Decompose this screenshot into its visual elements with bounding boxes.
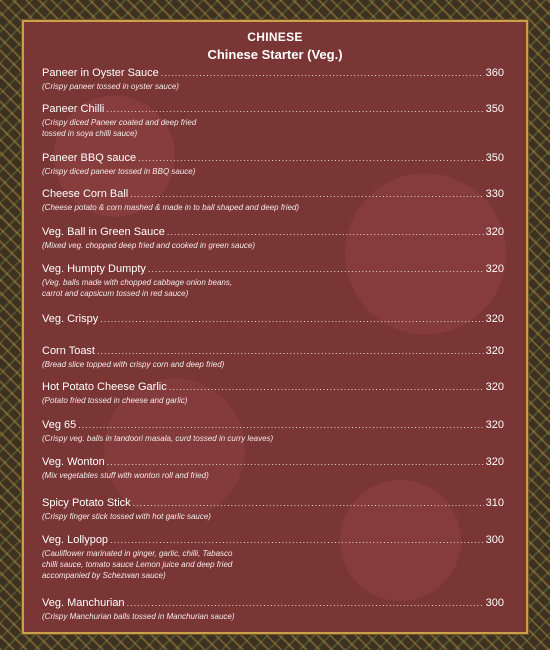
dish-description: (Bread slice topped with crispy corn and deep fried) xyxy=(42,360,225,369)
dot-leader xyxy=(130,187,483,201)
dot-leader xyxy=(78,418,483,432)
menu-item-row xyxy=(42,496,504,510)
dish-name: Veg. Manchurian xyxy=(42,597,125,609)
dot-leader xyxy=(106,102,483,116)
menu-item xyxy=(42,187,504,213)
dish-price: 330 xyxy=(485,188,504,200)
dot-leader xyxy=(100,312,483,326)
dish-name: Veg. Crispy xyxy=(42,313,99,325)
dish-price: 350 xyxy=(485,152,504,164)
dish-name: Corn Toast xyxy=(42,345,95,357)
dish-price: 300 xyxy=(485,597,504,609)
dish-description: (Potato fried tossed in cheese and garlic) xyxy=(42,396,188,405)
dish-price: 300 xyxy=(485,534,504,546)
category-title: CHINESE xyxy=(247,30,303,44)
dish-description: (Mix vegetables stuff with wonton roll and fried) xyxy=(42,471,209,480)
menu-item xyxy=(42,455,504,481)
dish-name: Veg 65 xyxy=(42,419,77,431)
menu-item xyxy=(42,533,504,581)
dot-leader xyxy=(133,496,484,510)
dish-name: Veg. Lollypop xyxy=(42,534,109,546)
menu-item-row xyxy=(42,66,504,80)
dish-price: 320 xyxy=(485,263,504,275)
dish-description: (Crispy diced Paneer coated and deep fried tossed in soya chilli sauce) xyxy=(42,118,197,138)
dish-price: 320 xyxy=(485,313,504,325)
menu-item xyxy=(42,496,504,522)
dish-name: Spicy Potato Stick xyxy=(42,497,131,509)
dish-name: Hot Potato Cheese Garlic xyxy=(42,381,167,393)
dish-price: 320 xyxy=(485,456,504,468)
menu-item-row xyxy=(42,102,504,116)
dot-leader xyxy=(148,262,484,276)
menu-item xyxy=(42,66,504,92)
dot-leader xyxy=(138,151,483,165)
menu-item-row xyxy=(42,225,504,239)
dot-leader xyxy=(161,66,484,80)
dot-leader xyxy=(97,344,484,358)
dish-name: Cheese Corn Ball xyxy=(42,188,129,200)
menu-item xyxy=(42,596,504,622)
dish-price: 360 xyxy=(485,67,504,79)
dot-leader xyxy=(169,380,484,394)
dish-name: Paneer in Oyster Sauce xyxy=(42,67,159,79)
dish-description: (Crispy paneer tossed in oyster sauce) xyxy=(42,82,179,91)
menu-item-row xyxy=(42,344,504,358)
dish-name: Veg. Ball in Green Sauce xyxy=(42,226,165,238)
dish-description: (Crispy Manchurian balls tossed in Manchurian sauce) xyxy=(42,612,235,621)
section-title: Chinese Starter (Veg.) xyxy=(207,47,343,62)
menu-panel xyxy=(22,20,528,634)
menu-item-row xyxy=(42,312,504,326)
dish-price: 320 xyxy=(485,226,504,238)
menu-item-row xyxy=(42,380,504,394)
dish-description: (Veg. balls made with chopped cabbage onion beans, carrot and capsicum tossed in red sauce) xyxy=(42,278,233,298)
menu-item-row xyxy=(42,533,504,547)
menu-item-row xyxy=(42,455,504,469)
dot-leader xyxy=(167,225,484,239)
dish-description: (Mixed veg. chopped deep fried and cooked in green sauce) xyxy=(42,241,256,250)
menu-item xyxy=(42,225,504,251)
dish-price: 350 xyxy=(485,103,504,115)
menu-item xyxy=(42,418,504,444)
menu-item xyxy=(42,102,504,139)
dish-price: 320 xyxy=(485,345,504,357)
dish-description: (Crispy veg. balls in tandoori masala, curd tossed in curry leaves) xyxy=(42,434,274,443)
menu-item xyxy=(42,262,504,299)
menu-item xyxy=(42,312,504,326)
dot-leader xyxy=(127,596,484,610)
dish-description: (Cauliflower marinated in ginger, garlic, chilli, Tabasco chilli sauce, tomato sauce Lemon juice and deep fried accompanied by Schezwan sauce) xyxy=(42,549,233,580)
dish-name: Veg. Wonton xyxy=(42,456,105,468)
menu-item xyxy=(42,344,504,370)
menu-item-row xyxy=(42,262,504,276)
dish-name: Paneer Chilli xyxy=(42,103,105,115)
dish-name: Paneer BBQ sauce xyxy=(42,152,137,164)
dish-price: 320 xyxy=(485,381,504,393)
dot-leader xyxy=(110,533,484,547)
menu-item-row xyxy=(42,187,504,201)
menu-item-row xyxy=(42,151,504,165)
dot-leader xyxy=(107,455,484,469)
dish-description: (Crispy diced paneer tossed in BBQ sauce) xyxy=(42,167,196,176)
menu-item xyxy=(42,151,504,177)
dish-price: 320 xyxy=(485,419,504,431)
menu-item-row xyxy=(42,596,504,610)
dish-description: (Crispy finger stick tossed with hot garlic sauce) xyxy=(42,512,211,521)
dish-name: Veg. Humpty Dumpty xyxy=(42,263,146,275)
menu-item-row xyxy=(42,418,504,432)
menu-item xyxy=(42,380,504,406)
dish-description: (Cheese potato & corn mashed & made in to ball shaped and deep fried) xyxy=(42,203,300,212)
dish-price: 310 xyxy=(485,497,504,509)
